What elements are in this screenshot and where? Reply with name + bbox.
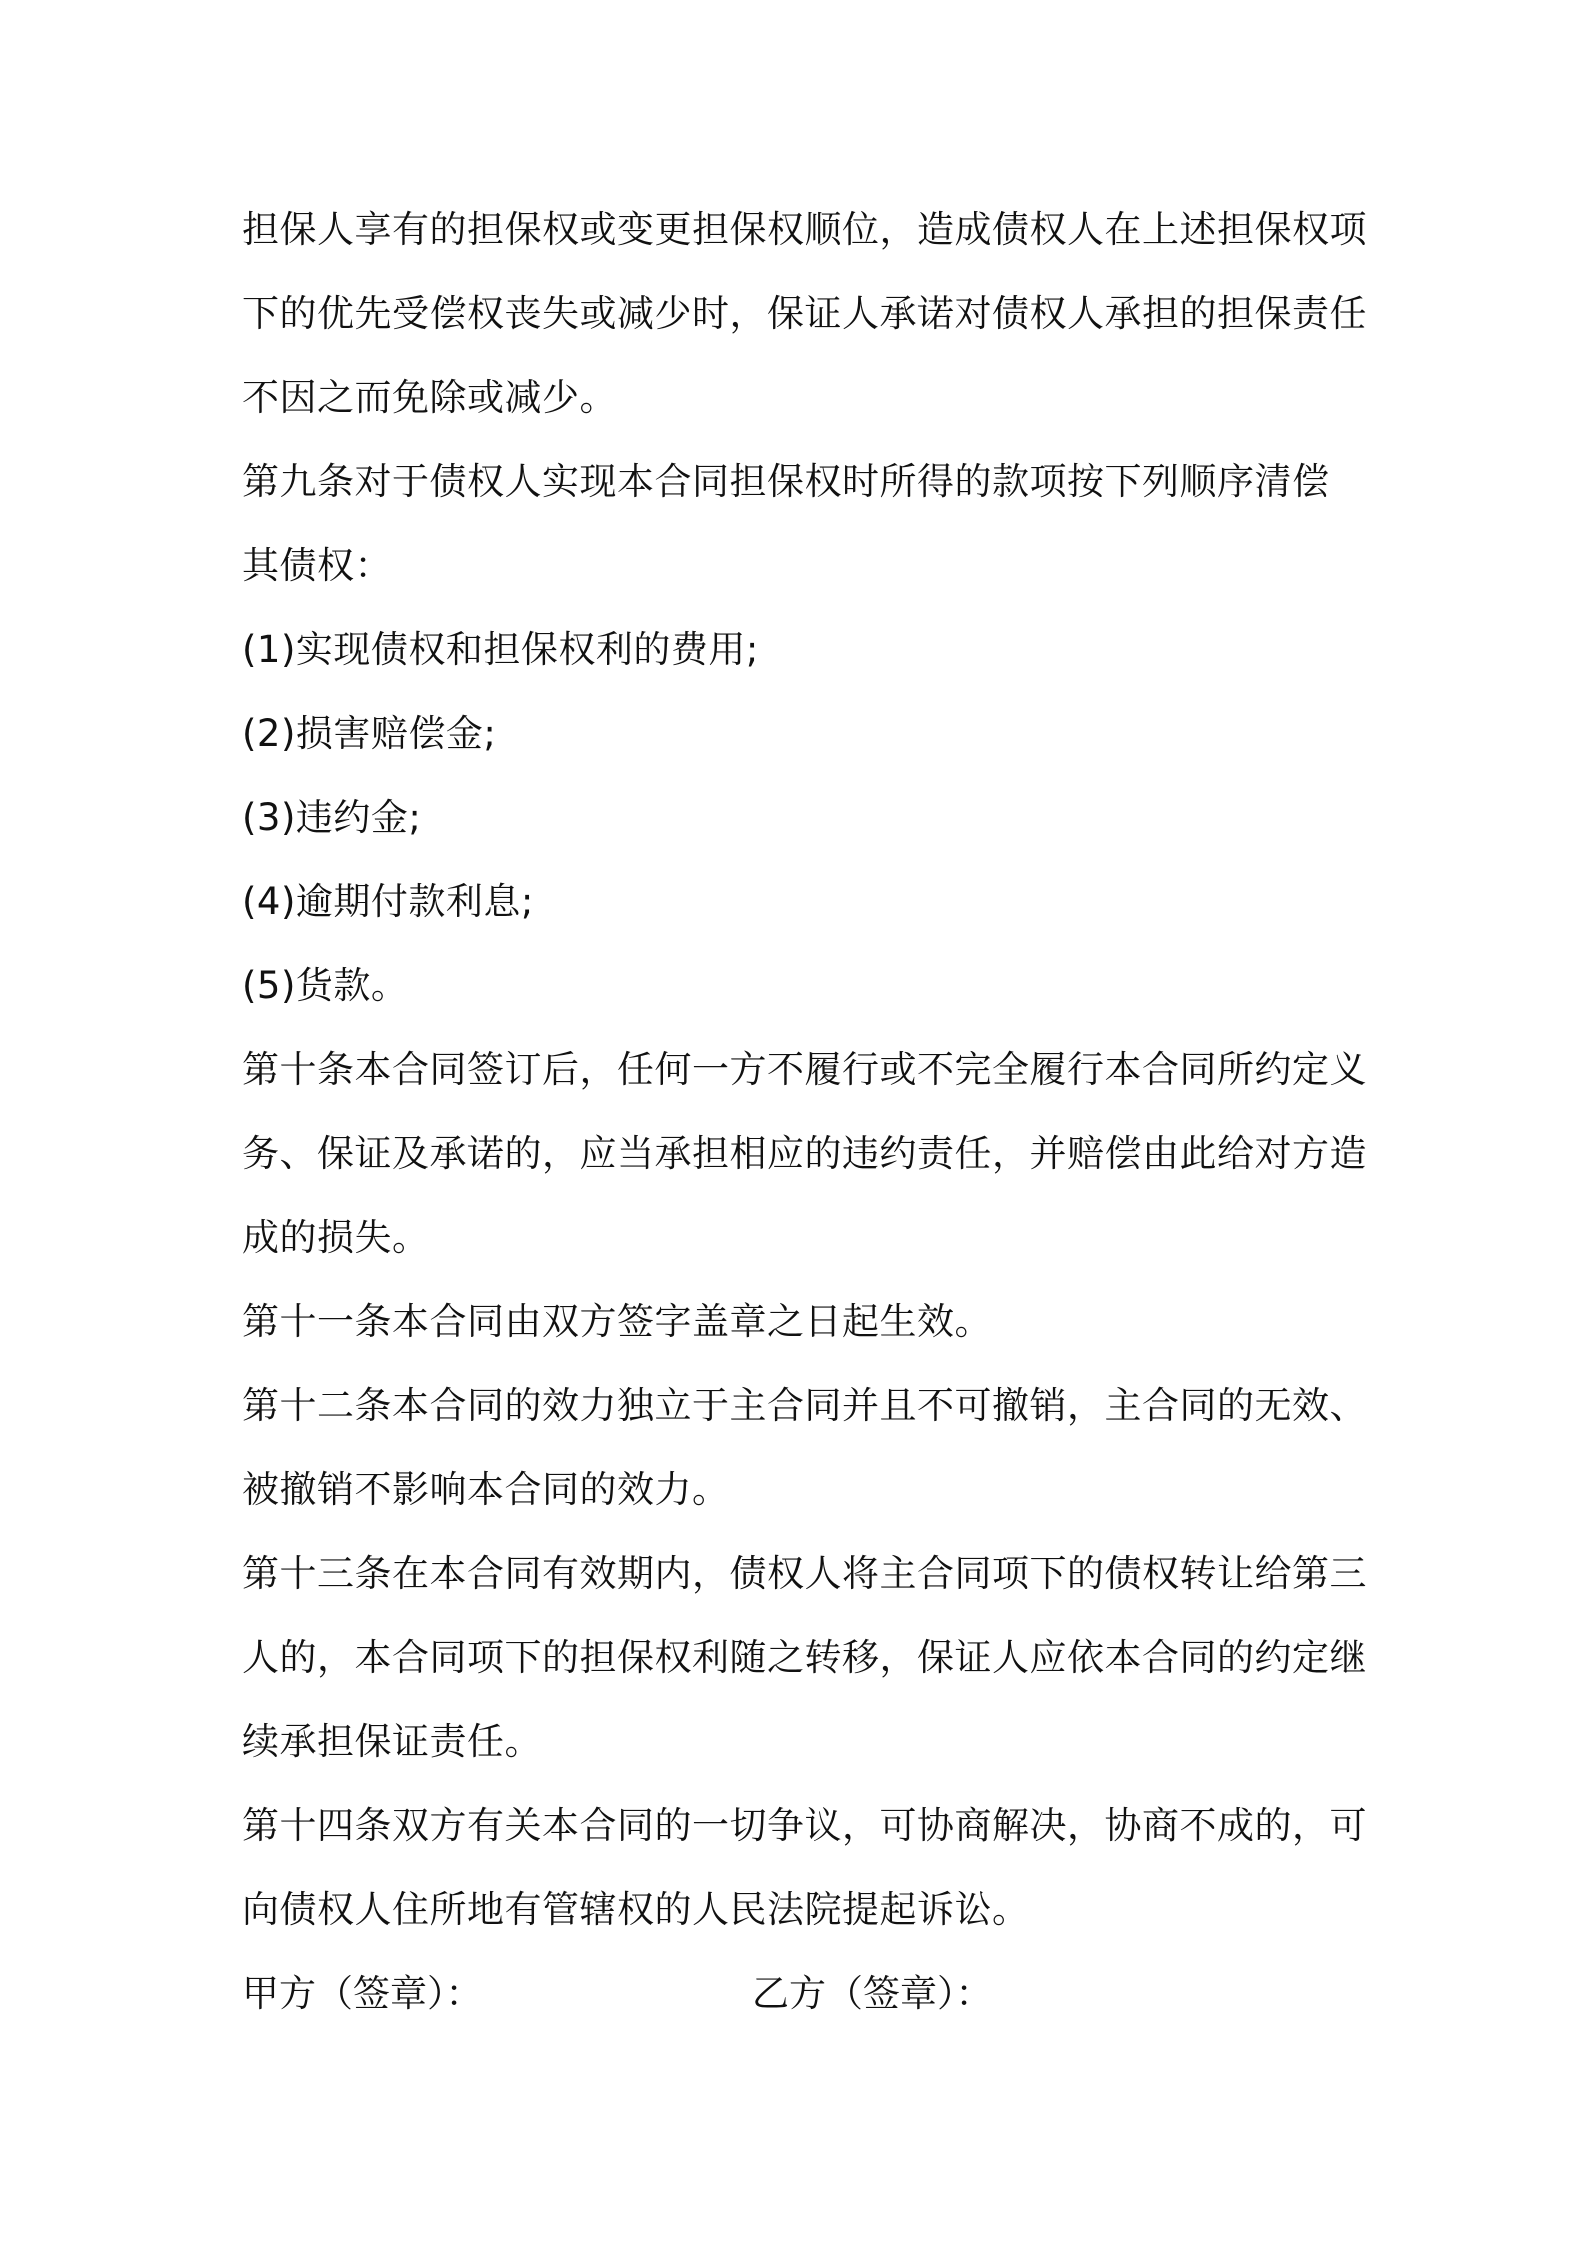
text-line: 务、保证及承诺的，应当承担相应的违约责任，并赔偿由此给对方造 bbox=[242, 1132, 1367, 1175]
text-line: (2)损害赔偿金; bbox=[242, 712, 497, 755]
text-line: 续承担保证责任。 bbox=[242, 1720, 542, 1763]
contract-text-body bbox=[242, 188, 1367, 2036]
text-line: 第九条对于债权人实现本合同担保权时所得的款项按下列顺序清偿 bbox=[242, 460, 1330, 503]
text-line: 不因之而免除或减少。 bbox=[242, 376, 617, 419]
text-line: 第十条本合同签订后，任何一方不履行或不完全履行本合同所约定义 bbox=[242, 1048, 1367, 1091]
party-a-signature-label: 甲方（签章）： bbox=[242, 1972, 483, 2015]
text-line: (3)违约金; bbox=[242, 796, 422, 839]
text-line: (1)实现债权和担保权利的费用; bbox=[242, 628, 759, 671]
text-line: 其债权： bbox=[242, 544, 392, 587]
text-line: (5)货款。 bbox=[242, 964, 409, 1007]
text-line: 成的损失。 bbox=[242, 1216, 430, 1259]
text-line: (4)逾期付款利息; bbox=[242, 880, 534, 923]
text-line: 第十三条在本合同有效期内，债权人将主合同项下的债权转让给第三 bbox=[242, 1552, 1367, 1595]
party-b-signature-label: 乙方（签章）： bbox=[752, 1972, 993, 2015]
text-line: 第十四条双方有关本合同的一切争议，可协商解决，协商不成的，可 bbox=[242, 1804, 1367, 1847]
text-line: 人的，本合同项下的担保权利随之转移，保证人应依本合同的约定继 bbox=[242, 1636, 1367, 1679]
text-line: 被撤销不影响本合同的效力。 bbox=[242, 1468, 730, 1511]
text-line: 向债权人住所地有管辖权的人民法院提起诉讼。 bbox=[242, 1888, 1030, 1931]
text-line: 担保人享有的担保权或变更担保权顺位，造成债权人在上述担保权项 bbox=[242, 208, 1367, 251]
text-line: 第十一条本合同由双方签字盖章之日起生效。 bbox=[242, 1300, 992, 1343]
text-line: 第十二条本合同的效力独立于主合同并且不可撤销，主合同的无效、 bbox=[242, 1384, 1367, 1427]
text-line: 下的优先受偿权丧失或减少时，保证人承诺对债权人承担的担保责任 bbox=[242, 292, 1367, 335]
signature-row bbox=[242, 1952, 1362, 2036]
